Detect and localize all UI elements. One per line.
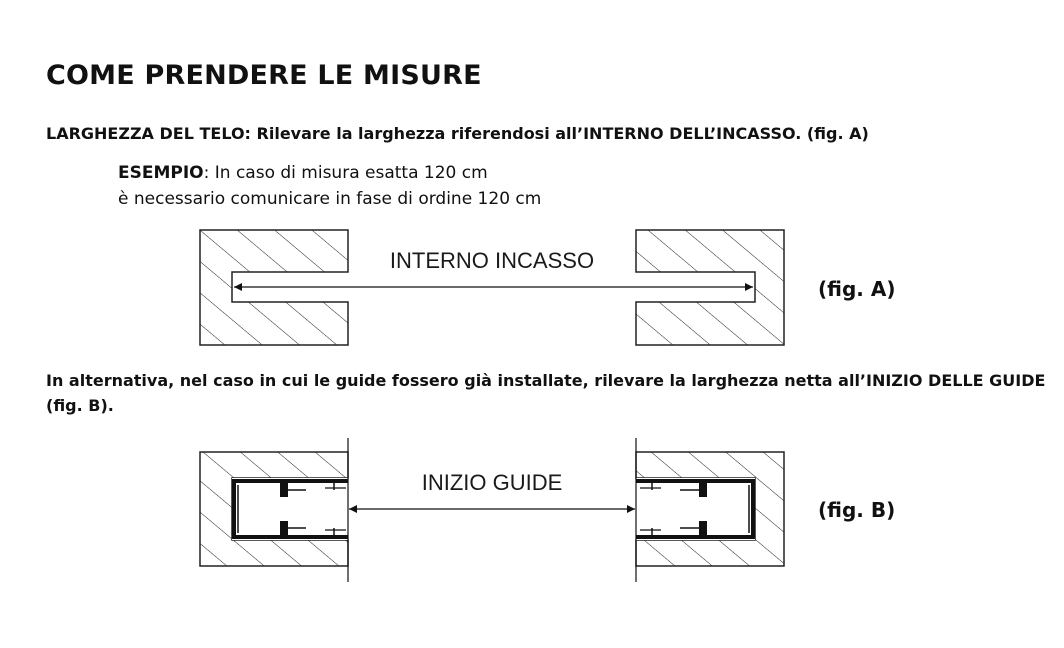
example-text-1: : In caso di misura esatta 120 cm xyxy=(203,163,488,183)
fig-b-right-guide xyxy=(636,478,755,540)
fig-b-dimension-label: INIZIO GUIDE xyxy=(421,470,563,495)
page-title: COME PRENDERE LE MISURE xyxy=(46,60,482,91)
fig-a-caption: (fig. A) xyxy=(818,277,896,301)
example-label: ESEMPIO xyxy=(118,163,204,183)
example-line-2: è necessario comunicare in fase di ordine 120 cm xyxy=(118,189,542,209)
fig-a-dimension-label: INTERNO INCASSO xyxy=(389,248,595,273)
fig-b-diagram xyxy=(200,438,784,582)
fig-b-left-guide xyxy=(232,478,348,540)
fig-b-caption: (fig. B) xyxy=(818,498,896,522)
width-instruction: LARGHEZZA DEL TELO: Rilevare la larghezza riferendosi all’INTERNO DELL’INCASSO. (fig. A) xyxy=(46,124,869,143)
fig-a-diagram xyxy=(200,230,784,345)
alternative-instruction: In alternativa, nel caso in cui le guide fossero già installate, rilevare la larghezza netta all’INIZIO DELLE GUIDE (fig. B). xyxy=(46,371,1046,415)
